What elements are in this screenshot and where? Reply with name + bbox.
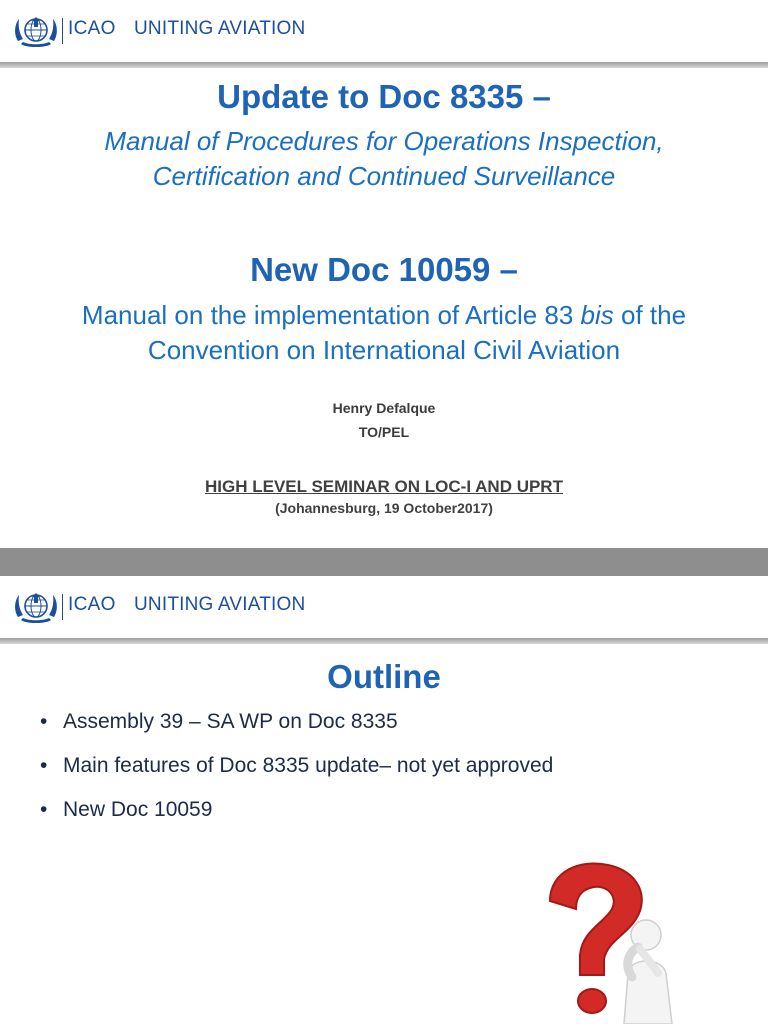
presenter (0, 396, 768, 444)
question-mark-thinker-icon (520, 861, 710, 1024)
list-item (40, 706, 553, 750)
subtitle-line1-part-a: Manual on the implementation of Article 83 (81, 300, 581, 330)
outline-title: Outline (327, 658, 441, 695)
bullet-dot: • (40, 798, 48, 821)
subtitle-doc10059-line1 (0, 298, 768, 333)
icao-emblem-icon (12, 11, 60, 51)
presenter-name: Henry Defalque (332, 400, 436, 416)
outline-list (40, 706, 553, 838)
header-separator (62, 18, 63, 44)
subtitle-doc8335-line1: Manual of Procedures for Operations Inspection, (104, 126, 664, 156)
list-item (40, 750, 553, 794)
org-name: ICAO (68, 18, 116, 39)
outline-slide (0, 576, 768, 1024)
presenter-unit: TO/PEL (358, 424, 410, 440)
header-rule (0, 62, 768, 68)
seminar-date: (Johannesburg, 19 October2017) (275, 500, 493, 516)
org-tagline: UNITING AVIATION (134, 18, 306, 39)
list-item-text: Main features of Doc 8335 update– not yet approved (63, 754, 554, 777)
subtitle-line1-part-b: of the (613, 300, 687, 330)
org-name: ICAO (68, 594, 116, 615)
list-item-text: Assembly 39 – SA WP on Doc 8335 (63, 710, 398, 733)
list-item (40, 794, 553, 838)
subtitle-italic-bis: bis (580, 300, 614, 330)
header-rule (0, 638, 768, 644)
header-separator (62, 594, 63, 620)
list-item-text: New Doc 10059 (63, 798, 213, 821)
icao-emblem-icon (12, 587, 60, 627)
subtitle-doc8335 (0, 124, 768, 194)
slide-title-doc8335: Update to Doc 8335 – (217, 78, 551, 115)
seminar-title: HIGH LEVEL SEMINAR ON LOC-I AND UPRT (205, 477, 563, 496)
subtitle-doc10059-line2: Convention on International Civil Aviation (147, 335, 621, 365)
subtitle-doc8335-line2: Certification and Continued Surveillance (152, 161, 616, 191)
org-tagline: UNITING AVIATION (134, 594, 306, 615)
subtitle-doc10059 (0, 298, 768, 368)
slide-divider (0, 548, 768, 576)
bullet-dot: • (40, 710, 48, 733)
bullet-dot: • (40, 754, 48, 777)
slide-title-doc10059: New Doc 10059 – (250, 251, 518, 288)
slide-header (0, 576, 768, 638)
slide-header (0, 0, 768, 62)
